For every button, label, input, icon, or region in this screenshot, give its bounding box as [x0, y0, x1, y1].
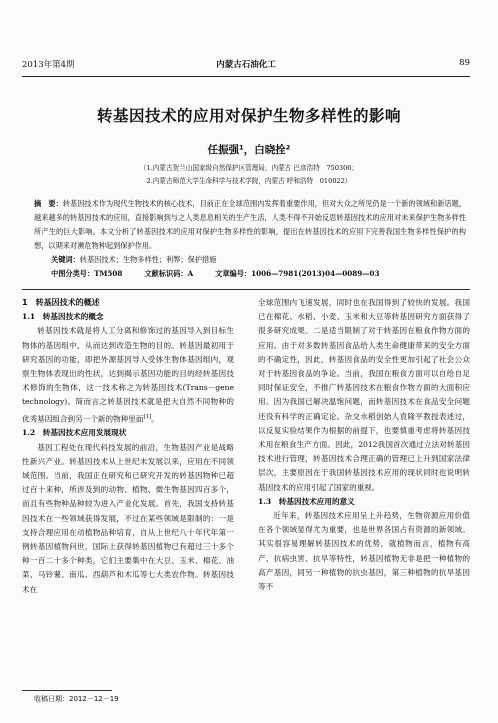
clc-number: 中图分类号：TM508 [51, 269, 123, 278]
keywords-text: 转基因技术；生物多样性；利弊；保护措施 [79, 255, 217, 264]
left-column [22, 296, 234, 597]
paper-title: 转基因技术的应用对保护生物多样性的影响 [96, 107, 401, 125]
classification-line [51, 269, 471, 279]
citation-ref: [1] [143, 413, 152, 420]
keywords [51, 255, 471, 265]
abstract [34, 197, 466, 253]
keywords-label: 关键词： [51, 255, 80, 264]
right-column [258, 296, 470, 594]
article-number: 文章编号：1006—7981(2013)04—0089—03 [215, 269, 380, 278]
affiliation-1: （1.内蒙古贺兰山国家级自然保护区管理局，内蒙古 巴彦浩特 750306； [139, 164, 359, 172]
subsection-heading-1-1: 1.1 转基因技术的概念 [22, 312, 104, 322]
authors: 任振强¹，白晓拴² [207, 144, 291, 156]
section-rule [22, 289, 470, 290]
subsection-heading-1-2: 1.2 转基因技术应用发展现状 [22, 428, 127, 438]
abstract-text: 转基因技术作为现代生物技术的核心技术，目前正在全球范围内发挥着重要作用，但对大众之所见仍是一个新的领域和新话题，越来越多的转基因技术的应用，直接影响到与之人类息息相关的生产生活，人类不得不开始反思转基因技术的应用对未来保护生物多样性所产生的巨大影响。本文分析了转基因技术的应用对保护生物多样性的影响，提出在转基因技术的应用下完善我国生物多样性保护的构想，以期来对濒危物种起到保护作用。 [34, 199, 466, 250]
paragraph-concept: 转基因技术就是将人工分离和修饰过的基因导入到目标生物体的基因组中，从而达到改造生物的目的。转基因最初用于研究基因的功能，即把外源基因导入受体生物体基因组内，观察生物体表现出的性状，达到揭示基因功能的目的经转基因技术修饰的生物体，这一技术称之为转基因技术(Trans－gene technology)。简而言之转基因技术就是把大自然不同物种的优秀基因组合到另一个新的物种里面[1]。 [22, 326, 234, 424]
subsection-heading-1-3: 1.3 转基因技术应用的意义 [258, 496, 355, 506]
paragraph-significance: 近年来，转基因技术应用呈上升趋势，生物资源应用价值在各个领域显得尤为重要，也是世界各国占有资源的新领域。其实很容易理解转基因技术的优势，就植物而言，植物有高产、抗病虫害、抗旱等特性，转基因植物无非是把一种植物的高产基因，同另一种植物的抗虫基因，第三种植物的抗旱基因等不 [258, 511, 470, 592]
received-date: 收稿日期：2012－12－19 [34, 695, 119, 703]
paragraph-status-continued: 全球范围内飞速发展，同时也在我国得到了较快的发展。我国已在棉花、水稻、小麦、玉米和大豆等转基因研究方面获得了很多研究成果。二是适当限制了对于转基因在粮食作物方面的应用。由于对多数转基因食品给人类生命健康带来的安全方面的不确定性，因此，转基因食品的安全性更加引起了社会公众对于转基因食品的争论。当前，我国在粮食方面可以自给自足同时保证安全，不推广转基因技术在粮食作物方面的大面积应用。因为我国已解决温饱问题，而转基因技术在食品安全问题还没有科学的正确定论。杂交水稻创始人袁隆平教授表述过，以反复实验结果作为根据的前提下，也要慎重考虑将转基因技术用在粮食生产方面。因此，2012我国首次通过立法对转基因技术进行管理，转基因技术合理正确的管理已上升到国家法律层次，主要原因在于我国转基因技术应用的现状同时也说明转基因技术的应用引起了国家的重视。 [258, 298, 470, 492]
paragraph-status: 基因工程处在现代科技发展的前沿，生物基因产业是战略性新兴产业。转基因技术从上世纪末发展以来，应用在不同领域范围。当前，我国正在研究和已研究开发的转基因物种已超过百十来种，所涉及到的动物、植物、微生物基因四百多个，而且有些物种品种较为进入产业化发展。首先，我国支持转基因技术在一些领域获得发展，不过在某些领域是限制的：一是支持合理应用在动植物品种培育，自从上世纪八十年代年第一例转基因植物问世，国际上获得转基因植物已有超过三十多个种一百二十多个种类，它们主要集中在大豆、玉米、棉花、油菜、马铃薯、南瓜、西葫芦和木瓜等七大类农作物。转基因技术在 [22, 442, 234, 594]
abstract-label: 摘 要： [34, 199, 63, 208]
header-rule [22, 76, 470, 77]
page-number: 89 [459, 58, 470, 68]
affiliation-2: 2.内蒙古师范大学生命科学与技术学院，内蒙古 呼和浩特 010022） [146, 177, 352, 185]
document-code: 文献标识码：A [144, 269, 194, 278]
footnote-rule [22, 690, 112, 691]
journal-name: 内蒙古石油化工 [216, 60, 276, 70]
issue-label: 2013年第4期 [22, 60, 75, 70]
running-header [22, 58, 470, 72]
section-heading-1: 1 转基因技术的概述 [22, 298, 100, 307]
